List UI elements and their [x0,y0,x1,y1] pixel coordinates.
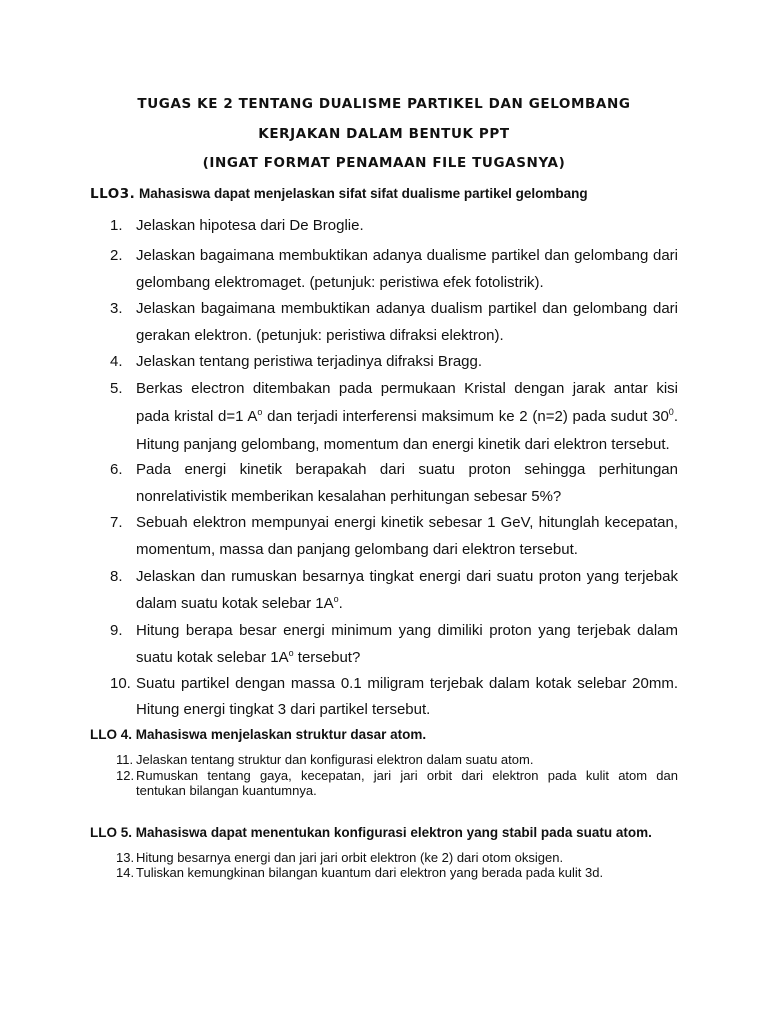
item-number: 13. [116,850,135,865]
item-number: 5. [110,380,123,397]
document-note: (INGAT FORMAT PENAMAAN FILE TUGASNYA) [202,155,566,171]
text-run: pada kristal d=1 A [136,408,258,425]
item-line: Pada energi kinetik berapakah dari suatu proton sehingga perhitungan [136,461,678,478]
document-title: TUGAS KE 2 TENTANG DUALISME PARTIKEL DAN GELOMBANG [137,96,631,112]
item-line: Tuliskan kemungkinan bilangan kuantum dari elektron yang berada pada kulit 3d. [136,865,604,880]
item-line: Jelaskan tentang peristiwa terjadinya difraksi Bragg. [136,353,483,370]
item-line: Jelaskan bagaimana membuktikan adanya dualisme partikel dan gelombang dari [136,247,678,264]
text-run: tersebut? [293,649,361,666]
section-heading-llo4 [90,727,426,742]
item-line: Jelaskan tentang struktur dan konfigurasi elektron dalam suatu atom. [136,752,534,767]
item-line: Jelaskan bagaimana membuktikan adanya dualism partikel dan gelombang dari [136,300,678,317]
superscript: o [333,594,339,604]
section-heading-llo5 [90,825,652,840]
section-text: Mahasiswa dapat menentukan konfigurasi elektron yang stabil pada suatu atom. [135,825,652,840]
text-run: . [338,595,343,612]
section-code: LLO 4. [90,727,133,742]
superscript: 0 [668,407,674,417]
section-heading-llo3 [90,186,588,202]
item-number: 6. [110,461,123,478]
text-run: dan terjadi interferensi maksimum ke 2 (n=2) pada sudut 30 [262,408,669,425]
item-line: Jelaskan hipotesa dari De Broglie. [136,217,364,234]
item-line: Sebuah elektron mempunyai energi kinetik sebesar 1 GeV, hitunglah kecepatan, [136,514,678,531]
section-code: LLO 5. [90,825,133,840]
item-line: gerakan elektron. (petunjuk: peristiwa difraksi elektron). [136,327,504,344]
item-number: 11. [116,752,134,767]
section-text: Mahasiswa menjelaskan struktur dasar atom. [135,727,427,742]
item-number: 10. [110,675,131,692]
item-number: 9. [110,622,123,639]
item-number: 2. [110,247,123,264]
text-run: dalam suatu kotak selebar 1A [136,595,334,612]
text-run: suatu kotak selebar 1A [136,649,289,666]
item-number: 12. [116,768,135,783]
item-line [136,649,678,669]
item-number: 4. [110,353,123,370]
superscript: o [288,648,294,658]
item-line: Jelaskan dan rumuskan besarnya tingkat energi dari suatu proton yang terjebak [136,568,678,585]
item-line: gelombang elektromaget. (petunjuk: peristiwa efek fotolistrik). [136,274,544,291]
item-line: Rumuskan tentang gaya, kecepatan, jari jari orbit dari elektron pada kulit atom dan [136,768,678,783]
item-line: Hitung besarnya energi dan jari jari orbit elektron (ke 2) dari otom oksigen. [136,850,564,865]
item-line: Hitung energi tingkat 3 dari partikel tersebut. [136,701,431,718]
item-line: Hitung berapa besar energi minimum yang dimiliki proton yang terjebak dalam [136,622,678,639]
item-line: tentukan bilangan kuantumnya. [136,783,317,798]
section-text: Mahasiswa dapat menjelaskan sifat sifat dualisme partikel gelombang [139,186,588,201]
section-code: LLO3. [90,186,136,202]
item-number: 7. [110,514,123,531]
item-number: 3. [110,300,123,317]
item-line: Hitung panjang gelombang, momentum dan energi kinetik dari elektron tersebut. [136,436,670,453]
item-line [136,408,678,428]
item-line: Suatu partikel dengan massa 0.1 miligram terjebak dalam kotak selebar 20mm. [136,675,678,692]
item-number: 14. [116,865,135,880]
item-line: nonrelativistik memberikan kesalahan perhitungan sebesar 5%? [136,488,562,505]
text-run: . [673,408,678,425]
item-line: Berkas electron ditembakan pada permukaan Kristal dengan jarak antar kisi [136,380,678,397]
item-number: 8. [110,568,123,585]
superscript: o [257,407,263,417]
item-number: 1. [110,217,123,234]
document-instruction: KERJAKAN DALAM BENTUK PPT [258,126,510,142]
item-line: momentum, massa dan panjang gelombang dari elektron tersebut. [136,541,578,558]
item-line [136,595,678,615]
